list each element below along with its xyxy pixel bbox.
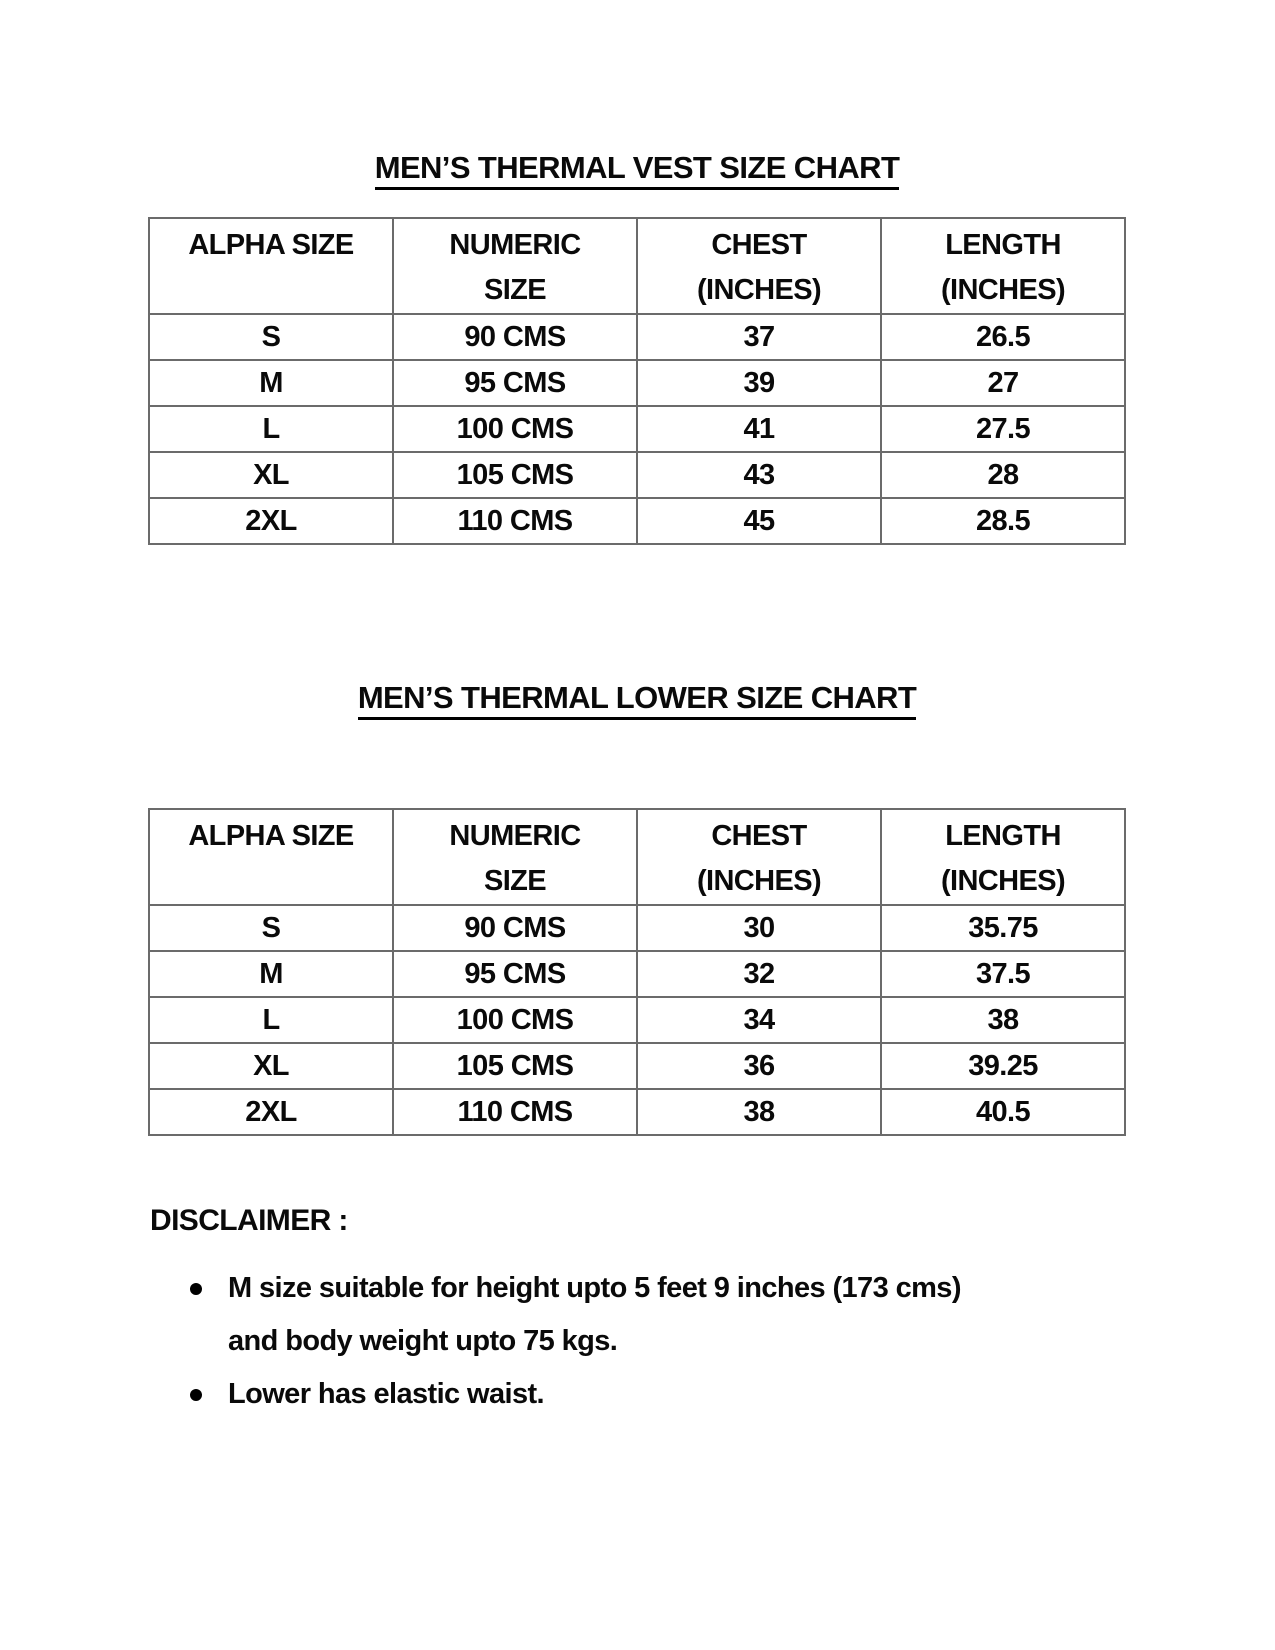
header-row xyxy=(149,809,1125,905)
header-chest-inches xyxy=(637,218,881,314)
table-cell: 100 CMS xyxy=(393,997,637,1043)
table-row xyxy=(149,1043,1125,1089)
disclaimer-bullet-line: M size suitable for height upto 5 feet 9 inches (173 cms) xyxy=(228,1272,961,1304)
table-cell: 90 CMS xyxy=(393,905,637,951)
table-cell: S xyxy=(149,905,393,951)
table-row xyxy=(149,360,1125,406)
header-line: ALPHA SIZE xyxy=(188,820,354,852)
table-cell: 37 xyxy=(637,314,881,360)
table-cell: 110 CMS xyxy=(393,1089,637,1135)
table-cell: 39.25 xyxy=(881,1043,1125,1089)
header-length-inches xyxy=(881,809,1125,905)
table-cell: 41 xyxy=(637,406,881,452)
table-cell: 35.75 xyxy=(881,905,1125,951)
table-cell: 90 CMS xyxy=(393,314,637,360)
table-row xyxy=(149,406,1125,452)
disclaimer-bullet xyxy=(148,1262,1158,1368)
header-line: NUMERIC xyxy=(449,229,581,261)
header-line: CHEST xyxy=(711,229,807,261)
table-cell: 27 xyxy=(881,360,1125,406)
table-cell: 34 xyxy=(637,997,881,1043)
disclaimer-bullet-line: Lower has elastic waist. xyxy=(228,1378,545,1410)
table-cell: 39 xyxy=(637,360,881,406)
table-cell: S xyxy=(149,314,393,360)
table-cell: L xyxy=(149,406,393,452)
table-cell: 45 xyxy=(637,498,881,544)
table-cell: 27.5 xyxy=(881,406,1125,452)
header-line: ALPHA SIZE xyxy=(188,229,354,261)
table-row xyxy=(149,314,1125,360)
table-cell: 37.5 xyxy=(881,951,1125,997)
header-alpha-size xyxy=(149,809,393,905)
header-line: (INCHES) xyxy=(940,865,1066,897)
header-line: (INCHES) xyxy=(940,274,1066,306)
table-cell: 95 CMS xyxy=(393,951,637,997)
header-line: (INCHES) xyxy=(696,274,822,306)
lower-chart-title-text: MEN’S THERMAL LOWER SIZE CHART xyxy=(358,680,916,720)
table-cell: 30 xyxy=(637,905,881,951)
lower-size-table xyxy=(148,808,1126,1136)
vest-size-table xyxy=(148,217,1126,545)
table-cell: 32 xyxy=(637,951,881,997)
disclaimer-list xyxy=(148,1262,1158,1421)
header-row xyxy=(149,218,1125,314)
table-cell: 38 xyxy=(637,1089,881,1135)
header-line: SIZE xyxy=(483,274,547,306)
header-alpha-size xyxy=(149,218,393,314)
table-cell: 28 xyxy=(881,452,1125,498)
header-line: NUMERIC xyxy=(449,820,581,852)
header-line: SIZE xyxy=(483,865,547,897)
header-chest-inches xyxy=(637,809,881,905)
table-cell: 105 CMS xyxy=(393,1043,637,1089)
table-row xyxy=(149,951,1125,997)
table-cell: XL xyxy=(149,452,393,498)
table-cell: M xyxy=(149,360,393,406)
table-cell: 26.5 xyxy=(881,314,1125,360)
table-cell: 28.5 xyxy=(881,498,1125,544)
table-cell: 2XL xyxy=(149,1089,393,1135)
table-cell: 100 CMS xyxy=(393,406,637,452)
disclaimer-heading: DISCLAIMER : xyxy=(150,1204,348,1237)
header-numeric-size xyxy=(393,809,637,905)
header-numeric-size xyxy=(393,218,637,314)
header-line: LENGTH xyxy=(945,820,1061,852)
table-cell: 95 CMS xyxy=(393,360,637,406)
table-cell: 43 xyxy=(637,452,881,498)
table-row xyxy=(149,997,1125,1043)
lower-chart-title xyxy=(148,679,1126,716)
table-cell: 2XL xyxy=(149,498,393,544)
table-row xyxy=(149,905,1125,951)
table-cell: XL xyxy=(149,1043,393,1089)
header-line: (INCHES) xyxy=(696,865,822,897)
table-cell: L xyxy=(149,997,393,1043)
table-cell: 38 xyxy=(881,997,1125,1043)
table-cell: M xyxy=(149,951,393,997)
disclaimer-bullet xyxy=(148,1368,1158,1421)
table-cell: 40.5 xyxy=(881,1089,1125,1135)
table-cell: 36 xyxy=(637,1043,881,1089)
header-line: LENGTH xyxy=(945,229,1061,261)
vest-chart-title xyxy=(148,149,1126,186)
disclaimer-bullet-line: and body weight upto 75 kgs. xyxy=(228,1325,618,1357)
vest-chart-title-text: MEN’S THERMAL VEST SIZE CHART xyxy=(375,150,900,190)
table-row xyxy=(149,1089,1125,1135)
table-cell: 105 CMS xyxy=(393,452,637,498)
table-cell: 110 CMS xyxy=(393,498,637,544)
header-line: CHEST xyxy=(711,820,807,852)
table-row xyxy=(149,452,1125,498)
table-row xyxy=(149,498,1125,544)
header-length-inches xyxy=(881,218,1125,314)
